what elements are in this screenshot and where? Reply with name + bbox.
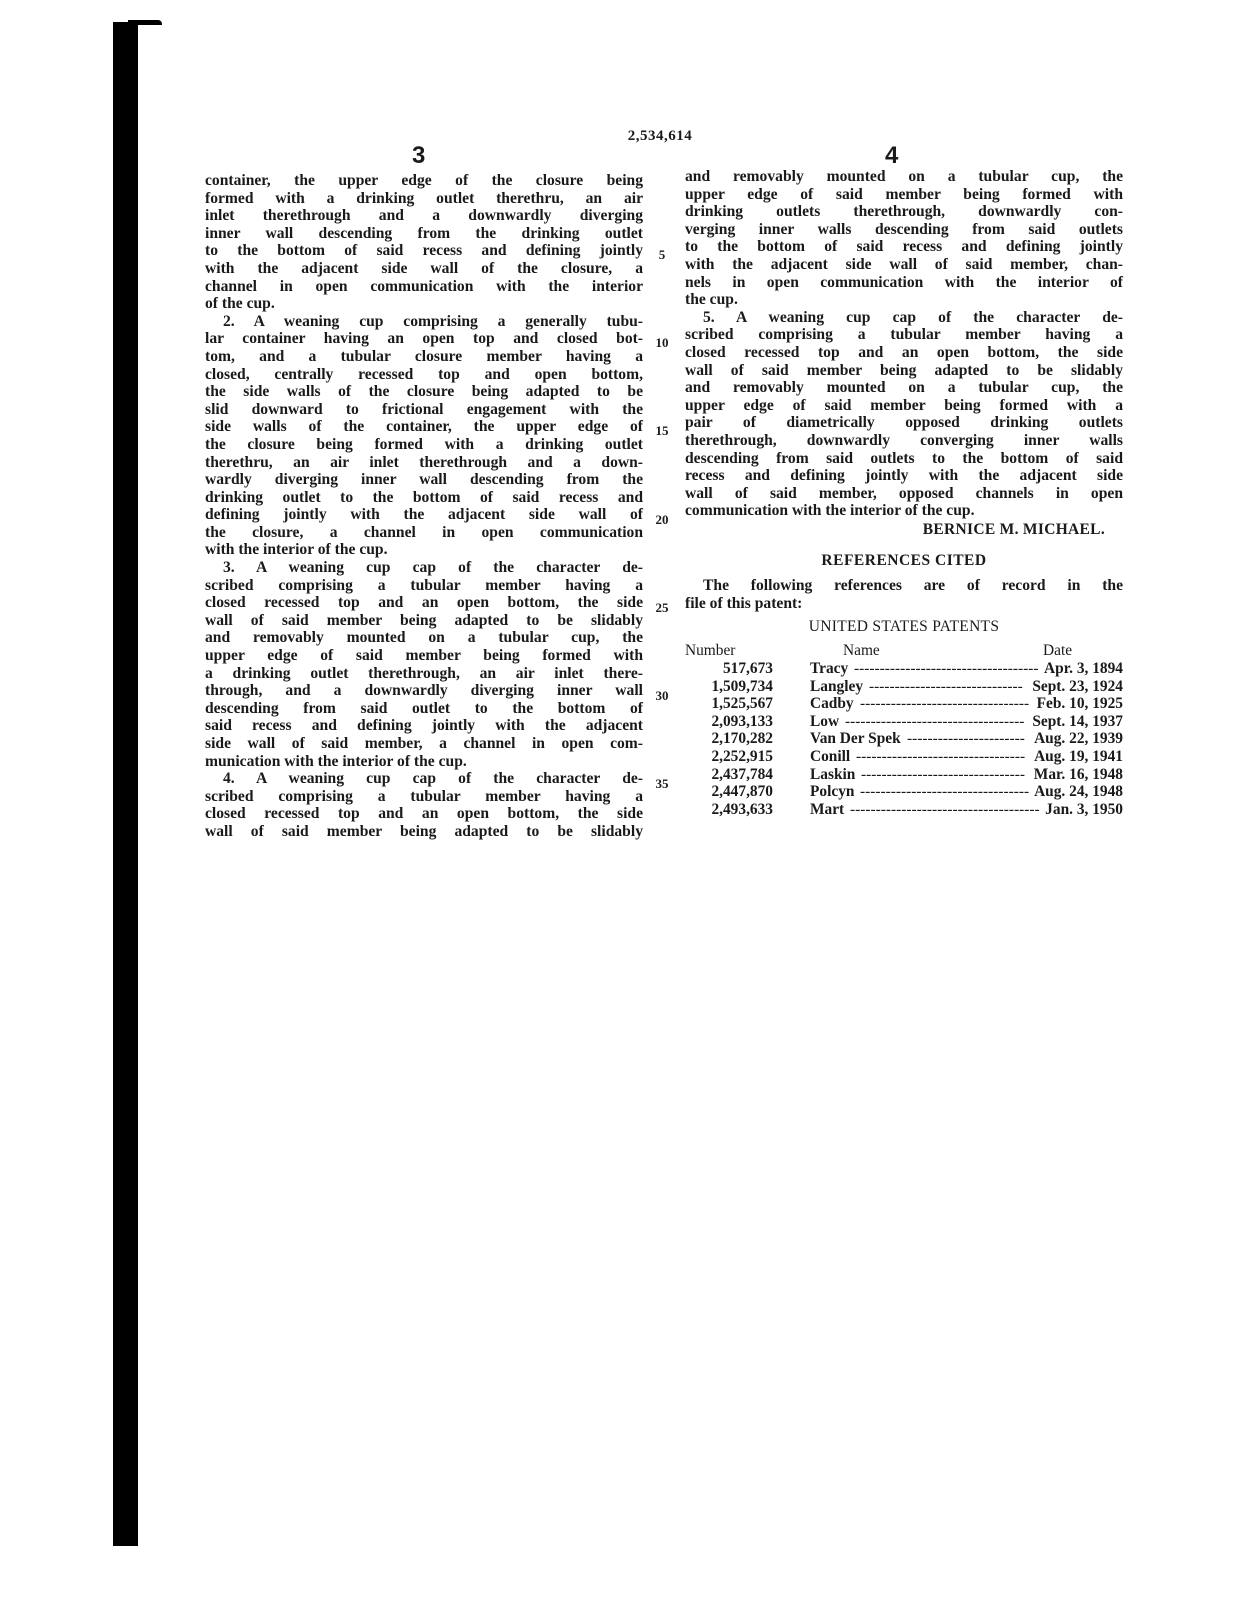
text-line: side walls of the container, the upper edge of — [205, 418, 643, 436]
text-line: defining jointly with the adjacent side wall of — [205, 506, 643, 524]
header-date: Date — [1043, 642, 1073, 659]
reference-number: 1,509,734 — [711, 677, 773, 695]
reference-name: Laskin — [810, 765, 856, 783]
references-intro — [685, 577, 1123, 612]
text-line: upper edge of said member being formed with — [685, 185, 1123, 203]
reference-date: Aug. 22, 1939 — [1034, 730, 1123, 748]
reference-name: Low — [810, 712, 840, 730]
text-line: inner wall descending from the drinking outlet — [205, 224, 643, 242]
text-line: wardly diverging inner wall descending from the — [205, 471, 643, 489]
text-line: formed with a drinking outlet therethru, an air — [205, 189, 643, 207]
text-line: scribed comprising a tubular member having a — [205, 787, 643, 805]
references-subtitle: UNITED STATES PATENTS — [808, 618, 1000, 635]
column-number-left: 3 — [412, 142, 426, 169]
line-number: 30 — [655, 688, 669, 703]
text-line: 4. A weaning cup cap of the character de- — [223, 770, 643, 788]
text-line: munication with the interior of the cup. — [205, 752, 467, 770]
reference-date: Feb. 10, 1925 — [1036, 695, 1123, 713]
leader-dashes: ------------------------------ — [869, 677, 1023, 695]
text-line: with the interior of the cup. — [205, 541, 388, 559]
leader-dashes: ----------------------- — [907, 730, 1025, 748]
text-line: upper edge of said member being formed with — [205, 647, 643, 665]
text-line: container, the upper edge of the closure being — [205, 172, 643, 189]
text-line: verging inner walls descending from said outlets — [685, 220, 1123, 238]
text-line: a drinking outlet therethrough, an air inlet there- — [205, 664, 643, 682]
text-line: inlet therethrough and a downwardly diverging — [205, 207, 643, 225]
reference-date: Jan. 3, 1950 — [1045, 800, 1123, 818]
text-line: the cup. — [685, 291, 738, 309]
reference-row — [685, 678, 1125, 696]
column-number-right: 4 — [885, 142, 899, 169]
line-number: 15 — [655, 423, 669, 438]
line-number: 20 — [655, 512, 669, 527]
reference-name: Mart — [810, 800, 845, 818]
text-line: upper edge of said member being formed with a — [685, 396, 1123, 414]
left-column-text — [205, 172, 643, 841]
text-line: with the adjacent side wall of said member, chan- — [685, 255, 1123, 273]
text-line: recess and defining jointly with the adjacent side — [685, 467, 1123, 485]
text-line: drinking outlet to the bottom of said recess and — [205, 488, 643, 506]
line-number: 35 — [655, 776, 669, 791]
text-line: the closure, a channel in open communication — [205, 523, 643, 541]
text-line: and removably mounted on a tubular cup, the — [205, 629, 643, 647]
leader-dashes: --------------------------------- — [856, 748, 1026, 765]
text-line: with the adjacent side wall of the closure, a — [205, 259, 643, 277]
reference-row — [685, 766, 1125, 784]
text-line: the side walls of the closure being adapted to be — [205, 383, 643, 401]
reference-date: Sept. 23, 1924 — [1032, 677, 1123, 695]
text-line: closed recessed top and an open bottom, the side — [205, 805, 643, 823]
text-line: side wall of said member, a channel in open com- — [205, 735, 643, 752]
reference-row — [685, 660, 1125, 678]
right-column-text — [685, 168, 1123, 520]
reference-row — [685, 713, 1125, 731]
reference-name: Van Der Spek — [810, 730, 901, 748]
header-name: Name — [843, 642, 880, 659]
header-number: Number — [685, 642, 736, 659]
text-line: through, and a downwardly diverging inner wall — [205, 682, 643, 700]
reference-row — [685, 730, 1125, 748]
text-line: pair of diametrically opposed drinking outlets — [685, 414, 1123, 432]
reference-number: 2,493,633 — [711, 800, 773, 818]
text-line: drinking outlets therethrough, downwardly con- — [685, 203, 1123, 221]
reference-row — [685, 801, 1125, 819]
references-table-header — [685, 642, 1125, 660]
text-line: 2. A weaning cup comprising a generally tubu- — [223, 312, 643, 330]
text-line: 5. A weaning cup cap of the character de- — [703, 308, 1123, 326]
text-line: wall of said member being adapted to be slidably — [685, 361, 1123, 379]
text-line: channel in open communication with the interior — [205, 277, 643, 295]
reference-number: 2,252,915 — [711, 748, 773, 765]
leader-dashes: -------------------------------- — [861, 765, 1026, 783]
patent-number: 2,534,614 — [627, 128, 693, 144]
text-line: descending from said outlets to the bottom of said — [685, 449, 1123, 467]
text-line: descending from said outlet to the bottom of — [205, 699, 643, 717]
references-title: REFERENCES CITED — [821, 552, 987, 569]
reference-name: Conill — [810, 748, 851, 765]
text-line: communication with the interior of the cup. — [685, 502, 975, 520]
inventor-signature: BERNICE M. MICHAEL. — [922, 521, 1105, 538]
text-line: tom, and a tubular closure member having a — [205, 347, 643, 365]
reference-number: 2,093,133 — [711, 712, 773, 730]
leader-dashes: ------------------------------------ — [854, 660, 1039, 677]
text-line: closed, centrally recessed top and open bottom, — [205, 365, 643, 383]
text-line: to the bottom of said recess and defining jointly — [685, 238, 1123, 256]
references-intro-line: The following references are of record in the — [703, 577, 1123, 594]
text-line: therethrough, downwardly converging inner walls — [685, 431, 1123, 449]
text-line: wall of said member being adapted to be slidably — [205, 822, 643, 840]
reference-number: 2,447,870 — [711, 783, 773, 801]
reference-number: 2,170,282 — [711, 730, 773, 748]
leader-dashes: --------------------------------- — [860, 695, 1030, 713]
reference-number: 1,525,567 — [711, 695, 773, 713]
scan-edge-bar — [113, 22, 138, 1546]
leader-dashes: ------------------------------------- — [850, 800, 1040, 818]
text-line: the closure being formed with a drinking outlet — [205, 435, 643, 453]
line-number: 5 — [658, 247, 666, 262]
text-line: said recess and defining jointly with the adjacent — [205, 717, 643, 735]
leader-dashes: ----------------------------------- — [845, 712, 1025, 730]
text-line: 3. A weaning cup cap of the character de- — [223, 559, 643, 577]
reference-name: Tracy — [810, 660, 849, 677]
reference-name: Langley — [810, 677, 864, 695]
reference-date: Mar. 16, 1948 — [1033, 765, 1123, 783]
reference-date: Sept. 14, 1937 — [1032, 712, 1123, 730]
leader-dashes: --------------------------------- — [860, 783, 1030, 801]
reference-row — [685, 748, 1125, 766]
scan-edge-hook — [128, 20, 162, 43]
line-number: 25 — [655, 600, 669, 615]
reference-number: 2,437,784 — [711, 765, 773, 783]
text-line: wall of said member being adapted to be slidably — [205, 611, 643, 629]
reference-date: Aug. 19, 1941 — [1034, 748, 1123, 765]
references-intro-line: file of this patent: — [685, 594, 803, 612]
text-line: wall of said member, opposed channels in open — [685, 484, 1123, 502]
reference-date: Aug. 24, 1948 — [1034, 783, 1123, 801]
reference-name: Polcyn — [810, 783, 855, 801]
text-line: closed recessed top and an open bottom, the side — [205, 594, 643, 612]
reference-row — [685, 783, 1125, 801]
text-line: and removably mounted on a tubular cup, the — [685, 379, 1123, 397]
reference-number: 517,673 — [722, 660, 773, 677]
text-line: closed recessed top and an open bottom, the side — [685, 343, 1123, 361]
reference-date: Apr. 3, 1894 — [1044, 660, 1123, 677]
line-number: 10 — [655, 335, 669, 350]
text-line: and removably mounted on a tubular cup, the — [685, 168, 1123, 185]
text-line: scribed comprising a tubular member having a — [205, 576, 643, 594]
text-line: therethru, an air inlet therethrough and a down- — [205, 453, 643, 471]
text-line: to the bottom of said recess and defining jointly — [205, 242, 643, 260]
reference-name: Cadby — [810, 695, 854, 713]
text-line: nels in open communication with the interior of — [685, 273, 1123, 291]
text-line: of the cup. — [205, 295, 275, 313]
reference-row — [685, 695, 1125, 713]
text-line: lar container having an open top and closed bot- — [205, 330, 643, 348]
text-line: scribed comprising a tubular member having a — [685, 326, 1123, 344]
text-line: slid downward to frictional engagement with the — [205, 400, 643, 418]
